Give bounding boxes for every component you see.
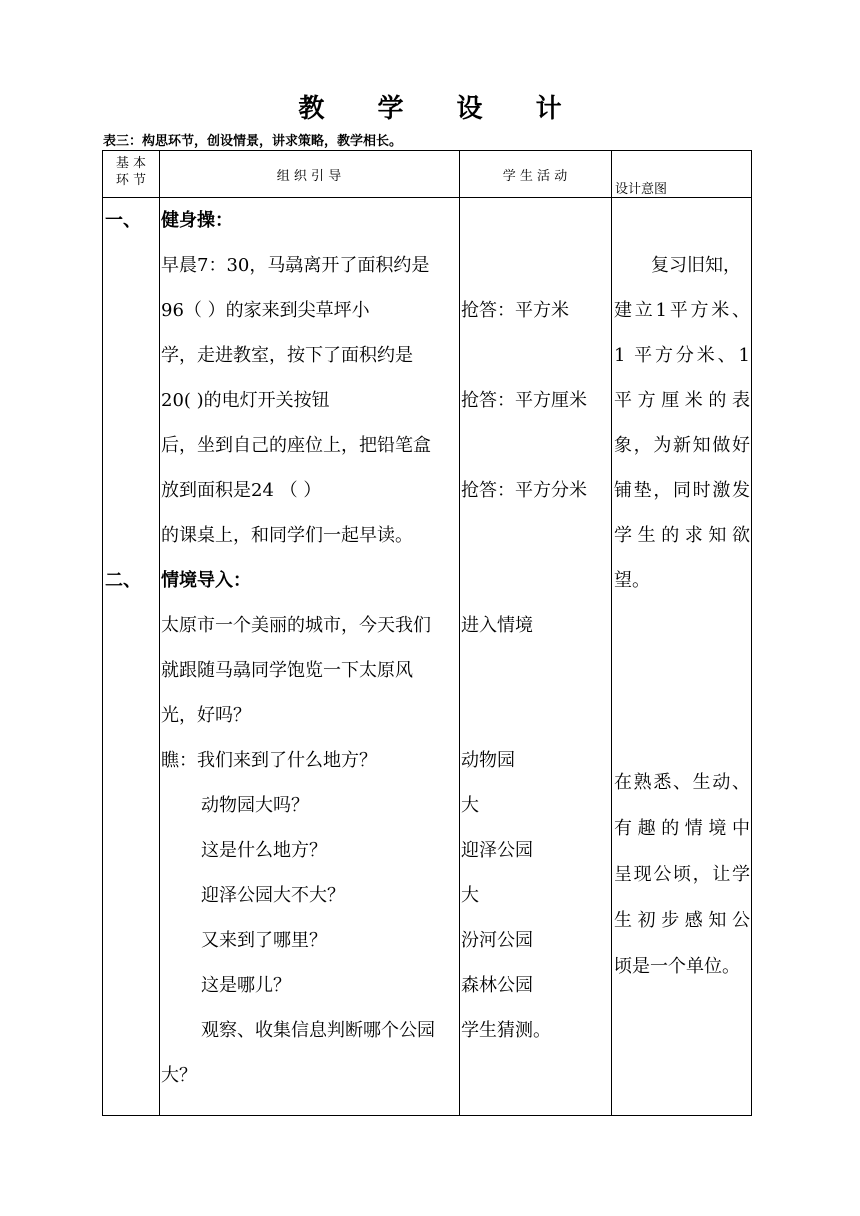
- design-intent-line: 顷是一个单位。: [614, 956, 740, 977]
- section-number: 二、: [105, 570, 141, 591]
- student-activity-line: 抢答：平方厘米: [461, 390, 587, 411]
- guide-line: 太原市一个美丽的城市，今天我们: [161, 615, 431, 636]
- guide-line: 后，坐到自己的座位上，把铅笔盒: [161, 435, 431, 456]
- column-divider: [611, 151, 612, 1115]
- guide-line: 动物园大吗？: [201, 795, 309, 816]
- section-heading: 健身操：: [161, 210, 233, 231]
- header-divider: [103, 197, 751, 198]
- student-activity-line: 动物园: [461, 750, 515, 771]
- header-basic-stage-line1: 基 本: [115, 156, 147, 171]
- guide-line: 放到面积是24 （ ）: [161, 480, 322, 501]
- column-divider: [459, 151, 460, 1115]
- guide-line: 这是什么地方？: [201, 840, 327, 861]
- student-activity-line: 抢答：平方分米: [461, 480, 587, 501]
- lesson-plan-table: [102, 150, 752, 1116]
- guide-line: 20( )的电灯开关按钮: [161, 390, 330, 411]
- design-intent-line: 呈现公顷，让学: [614, 864, 750, 885]
- design-intent-line: 象，为新知做好: [614, 435, 750, 456]
- design-intent-line: 复习旧知，: [651, 255, 741, 276]
- table-caption: 表三：构思环节，创设情景，讲求策略，教学相长。: [103, 134, 403, 149]
- guide-line: 迎泽公园大不大？: [201, 885, 345, 906]
- header-design-intent: 设计意图: [615, 182, 668, 197]
- guide-line: 早晨7：30，马骉离开了面积约是: [161, 255, 430, 276]
- design-intent-line: 学生的求知欲: [614, 525, 750, 546]
- header-basic-stage: [103, 155, 159, 189]
- header-guidance: 组 织 引 导: [276, 169, 342, 184]
- column-divider: [159, 151, 160, 1115]
- guide-line: 又来到了哪里？: [201, 930, 327, 951]
- design-intent-line: 铺垫，同时激发: [614, 480, 750, 501]
- student-activity-line: 森林公园: [461, 975, 533, 996]
- page-title: 教 学 设 计: [298, 94, 584, 124]
- student-activity-line: 进入情境: [461, 615, 533, 636]
- guide-line: 学，走进教室，按下了面积约是: [161, 345, 413, 366]
- student-activity-line: 大: [461, 795, 479, 816]
- section-heading: 情境导入：: [161, 570, 251, 591]
- section-number: 一、: [105, 210, 141, 231]
- guide-line: 这是哪儿？: [201, 975, 291, 996]
- design-intent-line: 平方厘米的表: [614, 390, 750, 411]
- student-activity-line: 汾河公园: [461, 930, 533, 951]
- student-activity-line: 学生猜测。: [461, 1020, 551, 1041]
- guide-line: 观察、收集信息判断哪个公园: [201, 1020, 435, 1041]
- header-basic-stage-line2: 环 节: [115, 173, 147, 188]
- guide-line: 大？: [161, 1065, 197, 1086]
- guide-line: 瞧：我们来到了什么地方？: [161, 750, 377, 771]
- guide-line: 的课桌上，和同学们一起早读。: [161, 525, 413, 546]
- student-activity-line: 迎泽公园: [461, 840, 533, 861]
- design-intent-line: 望。: [614, 570, 650, 591]
- header-student-activity: 学 生 活 动: [502, 169, 568, 184]
- design-intent-line: 生初步感知公: [614, 910, 750, 931]
- guide-line: 就跟随马骉同学饱览一下太原风: [161, 660, 413, 681]
- design-intent-line: 在熟悉、生动、: [614, 772, 750, 793]
- student-activity-line: 抢答：平方米: [461, 300, 569, 321]
- design-intent-line: 有趣的情境中: [614, 818, 750, 839]
- student-activity-line: 大: [461, 885, 479, 906]
- design-intent-line: 1 平方分米、1: [614, 345, 750, 366]
- guide-line: 光，好吗？: [161, 705, 251, 726]
- guide-line: 96（ ）的家来到尖草坪小: [161, 300, 370, 321]
- design-intent-line: 建立1平方米、: [614, 300, 750, 321]
